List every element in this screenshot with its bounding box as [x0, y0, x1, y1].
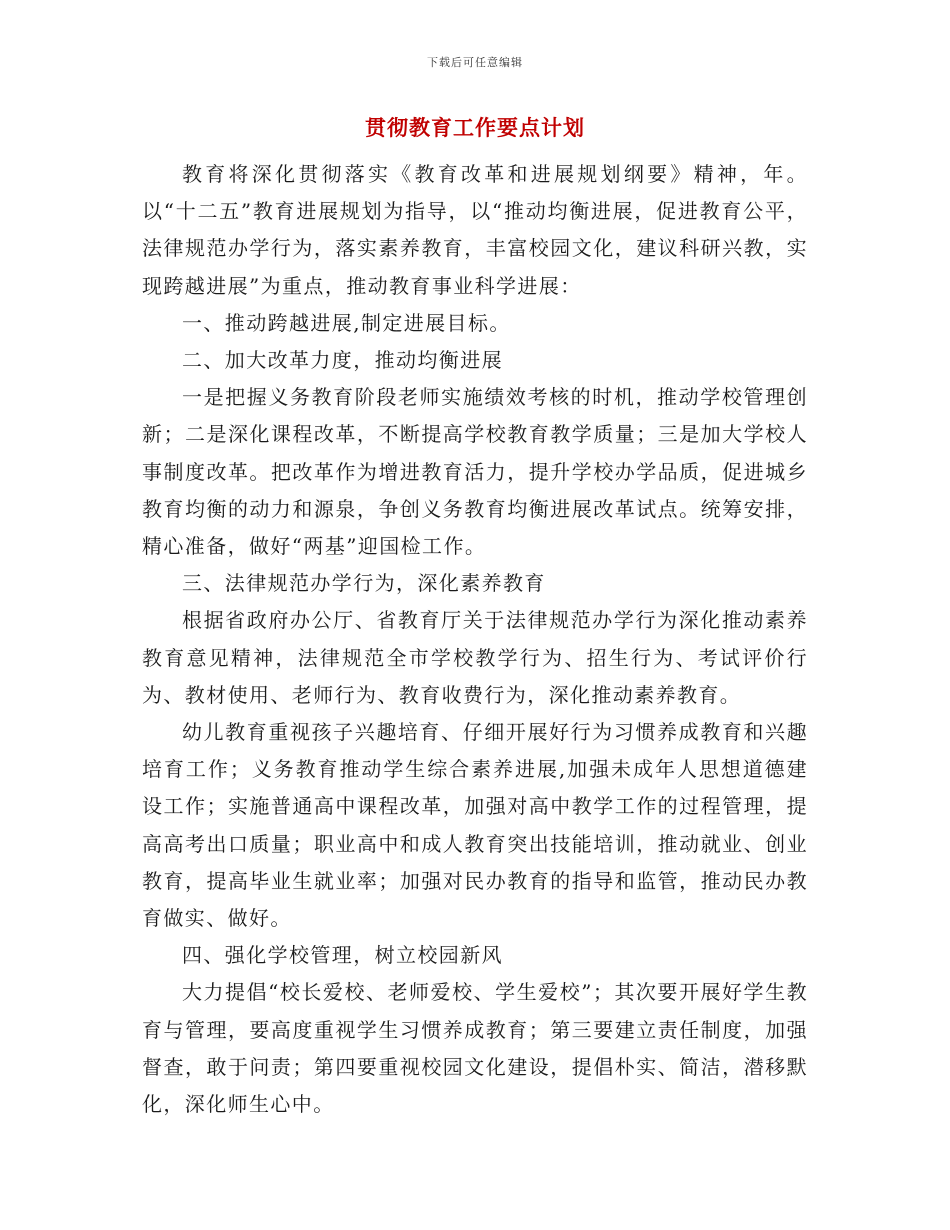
document-title: 贯彻教育工作要点计划 — [365, 115, 585, 140]
header-note: 下载后可任意编辑 — [427, 56, 523, 69]
paragraph-reform: 一是把握义务教育阶段老师实施绩效考核的时机，推动学校管理创新；二是深化课程改革，不断提高学校教育教学质量；三是加大学校人事制度改革。把改革作为增进教育活力，提升学校办学品质，促进城乡教育均衡的动力和源泉，争创义务教育均衡进展改革试点。统筹安排，精心准备，做好“两基”迎国检工作。 — [142, 385, 808, 559]
paragraph-regulation: 根据省政府办公厅、省教育厅关于法律规范办学行为深化推动素养教育意见精神，法律规范全市学校教学行为、招生行为、考试评价行为、教材使用、老师行为、教育收费行为，深化推动素养教育。 — [142, 608, 808, 707]
paragraph-intro: 教育将深化贯彻落实《教育改革和进展规划纲要》精神，年。以“十二五”教育进展规划为指导，以“推动均衡进展，促进教育公平，法律规范办学行为，落实素养教育，丰富校园文化，建议科研兴教，实现跨越进展”为重点，推动教育事业科学进展： — [142, 162, 808, 298]
section-heading-1: 一、推动跨越进展,制定进展目标。 — [182, 310, 511, 335]
paragraph-education-levels: 幼儿教育重视孩子兴趣培育、仔细开展好行为习惯养成教育和兴趣培育工作；义务教育推动学生综合素养进展,加强未成年人思想道德建设工作；实施普通高中课程改革，加强对高中教学工作的过程管理，提高高考出口质量；职业高中和成人教育突出技能培训，推动就业、创业教育，提高毕业生就业率；加强对民办教育的指导和监管，推动民办教育做实、做好。 — [142, 720, 808, 931]
section-heading-3: 三、法律规范办学行为，深化素养教育 — [182, 571, 546, 596]
section-heading-4: 四、强化学校管理，树立校园新风 — [182, 943, 503, 968]
document-body — [142, 156, 808, 1123]
paragraph-management: 大力提倡“校长爱校、老师爱校、学生爱校”；其次要开展好学生教育与管理，要高度重视学生习惯养成教育；第三要建立责任制度，加强督查，敢于问责；第四要重视校园文化建设，提倡朴实、简洁，潜移默化，深化师生心中。 — [142, 980, 808, 1117]
section-heading-2: 二、加大改革力度，推动均衡进展 — [182, 348, 503, 373]
